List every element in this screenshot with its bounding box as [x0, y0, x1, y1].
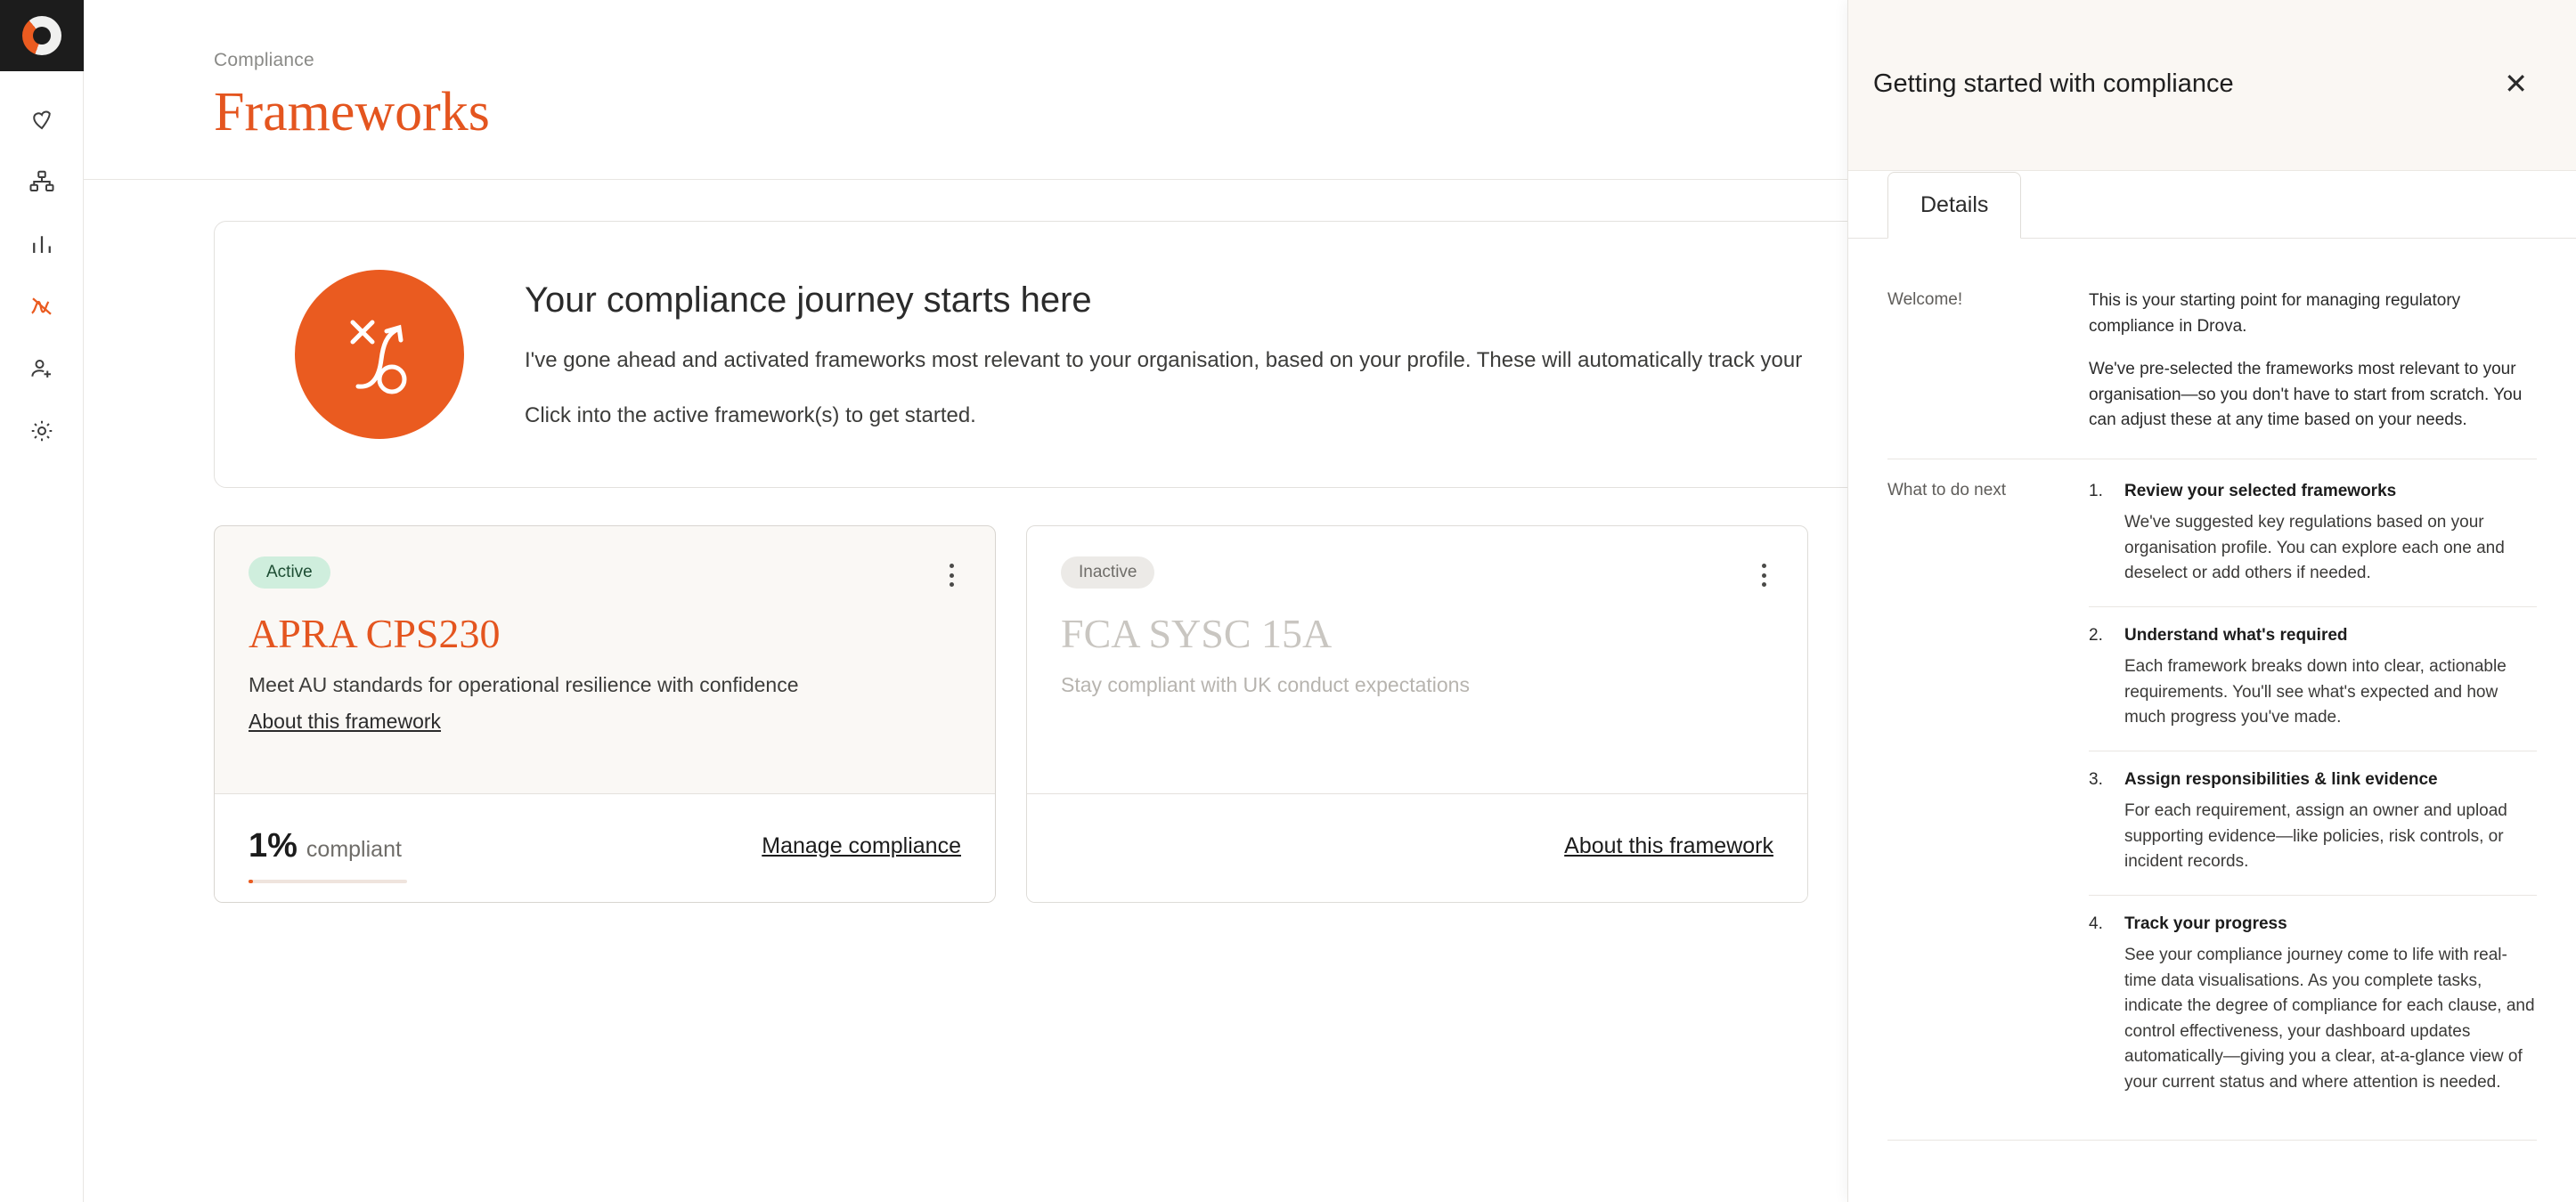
welcome-paragraph-2: We've pre-selected the frameworks most relevant to your organisation—so you don't have to start from scratch. You can adjust these at any time based on your needs. — [2089, 360, 2523, 429]
compliance-label: compliant — [306, 837, 402, 863]
what-to-do-next-label: What to do next — [1887, 480, 2007, 499]
drawer-tabs — [1848, 171, 2576, 239]
steps-list — [2089, 479, 2537, 1116]
drawer-title: Getting started with compliance — [1873, 69, 2234, 98]
breadcrumb: Compliance — [214, 50, 314, 70]
org-chart-icon — [29, 168, 55, 195]
drawer-header — [1848, 0, 2576, 171]
step-title: Assign responsibilities & link evidence — [2124, 769, 2438, 789]
welcome-label: Welcome! — [1887, 290, 1963, 309]
sidebar-item-organisation[interactable] — [17, 158, 67, 205]
framework-title: APRA CPS230 — [249, 611, 501, 657]
step-desc: For each requirement, assign an owner and upload supporting evidence—like policies, risk controls, or incident records. — [2124, 801, 2507, 871]
drawer-body — [1848, 239, 2576, 1140]
activity-icon — [29, 293, 55, 320]
compliance-value: 1% — [249, 827, 298, 865]
step-title: Review your selected frameworks — [2124, 481, 2397, 500]
sidebar-item-favourites[interactable] — [17, 96, 67, 142]
step-index: 3. — [2089, 769, 2103, 789]
framework-card-body — [1027, 526, 1807, 793]
status-badge: Inactive — [1061, 556, 1154, 589]
welcome-content — [2089, 288, 2537, 434]
list-item — [2089, 607, 2537, 751]
welcome-paragraph-1: This is your starting point for managing regulatory compliance in Drova. — [2089, 291, 2461, 336]
sidebar-nav — [17, 96, 67, 454]
list-item — [2089, 751, 2537, 896]
list-item — [2089, 896, 2537, 1116]
page-title: Frameworks — [214, 82, 490, 142]
sidebar-item-reports[interactable] — [17, 221, 67, 267]
steps-content — [2089, 479, 2537, 1116]
list-item — [2089, 479, 2537, 607]
framework-card-footer — [1027, 793, 1807, 902]
close-icon[interactable]: ✕ — [2504, 68, 2528, 100]
hero-title: Your compliance journey starts here — [525, 280, 1092, 321]
drawer-steps-row — [1887, 459, 2537, 1141]
step-desc: Each framework breaks down into clear, actionable requirements. You'll see what's expected and how much progress you've made. — [2124, 657, 2507, 727]
manage-compliance-link[interactable]: Manage compliance — [762, 833, 961, 859]
sidebar-item-settings[interactable] — [17, 408, 67, 454]
about-framework-link[interactable]: About this framework — [249, 710, 442, 734]
getting-started-drawer — [1847, 0, 2576, 1202]
about-framework-link[interactable]: About this framework — [1564, 833, 1773, 859]
sidebar — [0, 0, 84, 1202]
step-desc: See your compliance journey come to life with real-time data visualisations. As you complete tasks, indicate the degree of compliance for each clause, and control effectiveness, your dashboard updates automatically—giving you a clear, at-a-glance view of your current status and where attention is needed. — [2124, 946, 2535, 1092]
sidebar-item-users[interactable] — [17, 345, 67, 392]
heart-icon — [29, 106, 55, 133]
step-index: 1. — [2089, 481, 2103, 500]
compliance-progress-track — [249, 880, 407, 883]
framework-card-apra[interactable] — [214, 525, 996, 903]
framework-card-fca[interactable] — [1026, 525, 1808, 903]
hero-paragraph: I've gone ahead and activated frameworks most relevant to your organisation, based on your profile. These will automatically track your — [525, 348, 1803, 373]
step-index: 4. — [2089, 914, 2103, 933]
gear-icon — [29, 418, 55, 444]
app-logo[interactable] — [0, 0, 84, 71]
compliance-meter — [249, 827, 402, 865]
step-title: Track your progress — [2124, 914, 2287, 933]
compliance-progress-fill — [249, 880, 253, 883]
framework-card-footer — [215, 793, 995, 902]
getting-started-hero — [214, 221, 2084, 488]
framework-card-body — [215, 526, 995, 793]
drawer-bottom-divider — [1887, 1140, 2537, 1141]
tab-details[interactable]: Details — [1887, 172, 2021, 239]
add-user-icon — [29, 355, 55, 382]
sidebar-item-compliance[interactable] — [17, 283, 67, 329]
step-desc: We've suggested key regulations based on your organisation profile. You can explore each one and deselect or add others if needed. — [2124, 513, 2505, 582]
step-index: 2. — [2089, 625, 2103, 645]
step-title: Understand what's required — [2124, 625, 2348, 645]
main-content — [84, 0, 2576, 1202]
drawer-welcome-row — [1887, 269, 2537, 459]
status-badge: Active — [249, 556, 330, 589]
framework-title: FCA SYSC 15A — [1061, 611, 1333, 657]
header-divider — [84, 179, 1954, 180]
drova-logo-icon — [22, 16, 61, 55]
framework-subtitle: Stay compliant with UK conduct expectations — [1061, 673, 1470, 697]
hero-text — [525, 280, 1802, 428]
journey-path-icon — [295, 270, 464, 439]
framework-subtitle: Meet AU standards for operational resilience with confidence — [249, 673, 799, 697]
framework-card-menu-button[interactable] — [940, 564, 963, 587]
bar-chart-icon — [29, 231, 55, 257]
hero-paragraph-2: Click into the active framework(s) to get started. — [525, 402, 976, 427]
framework-card-menu-button[interactable] — [1752, 564, 1775, 587]
